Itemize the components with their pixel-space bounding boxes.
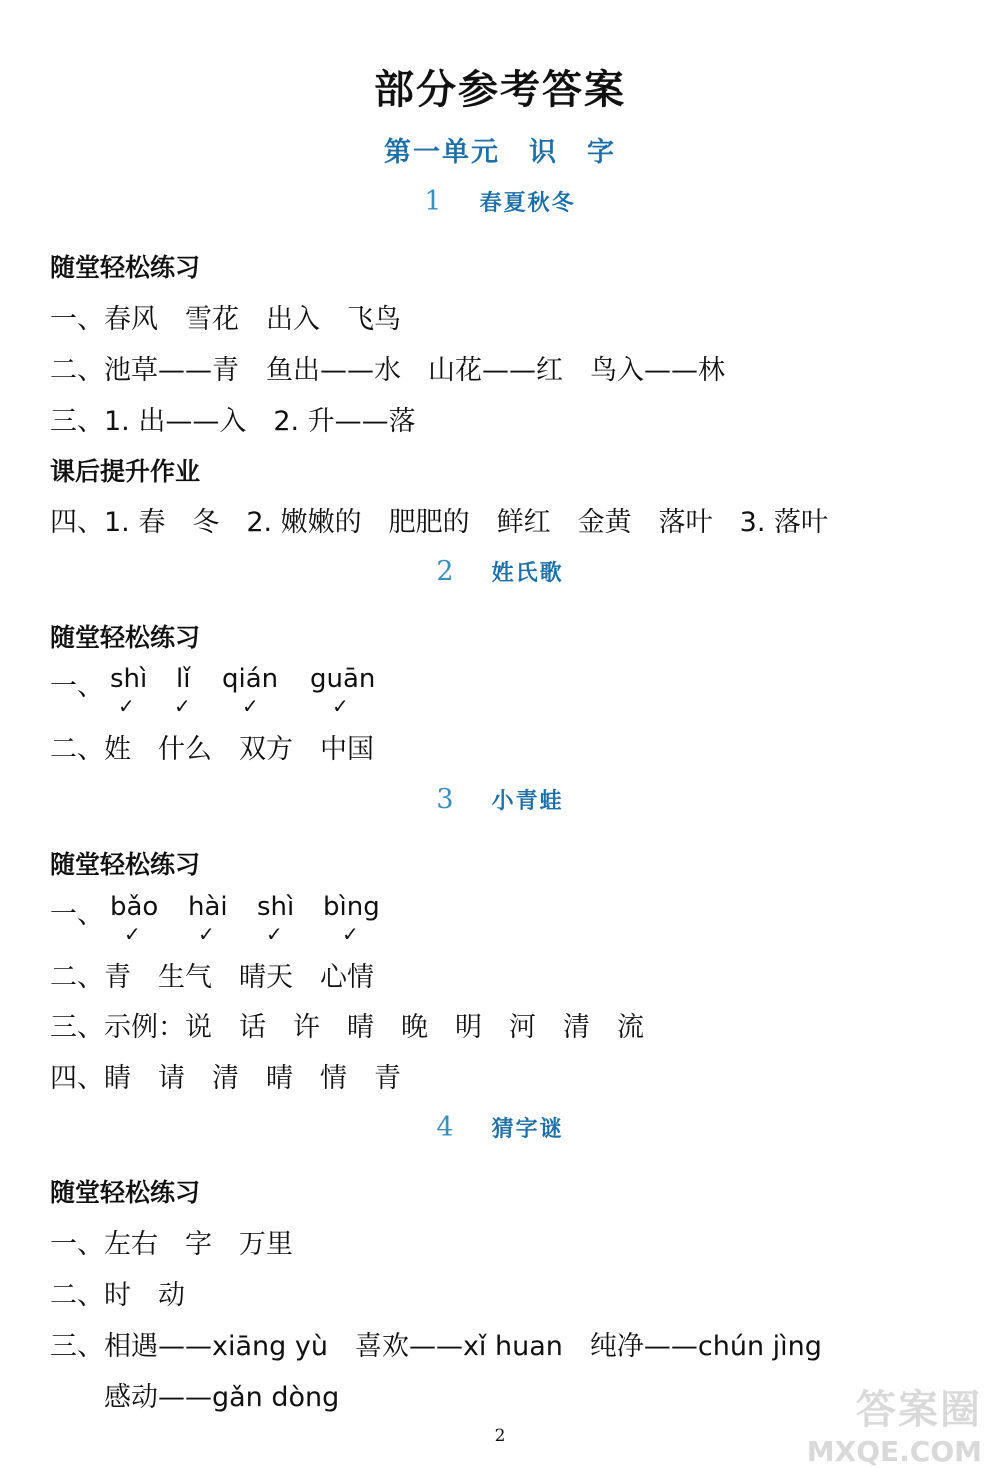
pinyin-item: shì — [110, 664, 148, 694]
section-heading: 随堂轻松练习 — [50, 253, 201, 282]
item-prefix: 一、 — [50, 899, 104, 930]
checkmark-icon: ✓ — [124, 922, 141, 946]
checkmark-icon: ✓ — [332, 694, 349, 718]
checkmark-icon: ✓ — [174, 694, 191, 718]
answer-line: 三、相遇——xiāng yù 喜欢——xǐ huan 纯净——chún jìng — [50, 1331, 822, 1362]
checkmark-icon: ✓ — [266, 922, 283, 946]
watermark-url: MXQE.COM — [806, 1435, 982, 1468]
answer-line: 三、示例：说 话 许 晴 晚 明 河 清 流 — [50, 1012, 644, 1043]
watermark-logo-text: 答案圈 — [856, 1387, 982, 1433]
pinyin-item: lǐ — [176, 664, 191, 694]
lesson-heading-2 — [0, 556, 1000, 587]
pinyin-answer-line — [50, 664, 104, 703]
pinyin-item: hài — [188, 892, 228, 922]
answer-line: 二、姓 什么 双方 中国 — [50, 734, 374, 765]
lesson-heading-3 — [0, 784, 1000, 815]
answer-line: 四、睛 请 清 晴 情 青 — [50, 1063, 401, 1094]
page-title: 部分参考答案 — [374, 67, 626, 113]
answer-line: 一、左右 字 万里 — [50, 1229, 293, 1260]
checkmark-icon: ✓ — [198, 922, 215, 946]
answer-line: 二、池草——青 鱼出——水 山花——红 鸟入——林 — [50, 355, 725, 386]
checkmark-icon: ✓ — [118, 694, 135, 718]
answer-line: 二、青 生气 晴天 心情 — [50, 962, 374, 993]
answer-line: 三、1. 出——入 2. 升——落 — [50, 406, 416, 437]
lesson-number: 4 — [436, 1112, 454, 1143]
unit-title: 第一单元 识 字 — [384, 137, 616, 168]
pinyin-item: qián — [222, 664, 279, 694]
lesson-title: 春夏秋冬 — [479, 191, 576, 216]
checkmark-icon: ✓ — [242, 694, 259, 718]
pinyin-item: shì — [257, 892, 295, 922]
checkmark-icon: ✓ — [342, 922, 359, 946]
section-heading: 随堂轻松练习 — [50, 623, 201, 652]
lesson-heading-1 — [0, 186, 1000, 217]
pinyin-answer-line — [50, 892, 104, 931]
answer-line: 四、1. 春 冬 2. 嫩嫩的 肥肥的 鲜红 金黄 落叶 3. 落叶 — [50, 507, 829, 538]
section-heading: 课后提升作业 — [50, 457, 201, 486]
lesson-heading-4 — [0, 1112, 1000, 1143]
pinyin-item: bìng — [323, 892, 380, 922]
lesson-number: 3 — [436, 784, 454, 815]
item-prefix: 一、 — [50, 671, 104, 702]
pinyin-item: bǎo — [110, 892, 159, 922]
answer-line: 一、春风 雪花 出入 飞鸟 — [50, 304, 401, 335]
lesson-number: 2 — [436, 556, 454, 587]
lesson-title: 小青蛙 — [491, 789, 564, 814]
lesson-number: 1 — [424, 186, 442, 217]
answer-line: 感动——gǎn dòng — [50, 1382, 340, 1413]
answer-line: 二、时 动 — [50, 1280, 185, 1311]
pinyin-item: guān — [310, 664, 376, 694]
page-number: 2 — [494, 1426, 506, 1446]
lesson-title: 姓氏歌 — [491, 561, 564, 586]
watermark — [807, 1378, 982, 1468]
section-heading: 随堂轻松练习 — [50, 1178, 201, 1207]
section-heading: 随堂轻松练习 — [50, 850, 201, 879]
lesson-title: 猜字谜 — [491, 1117, 564, 1142]
